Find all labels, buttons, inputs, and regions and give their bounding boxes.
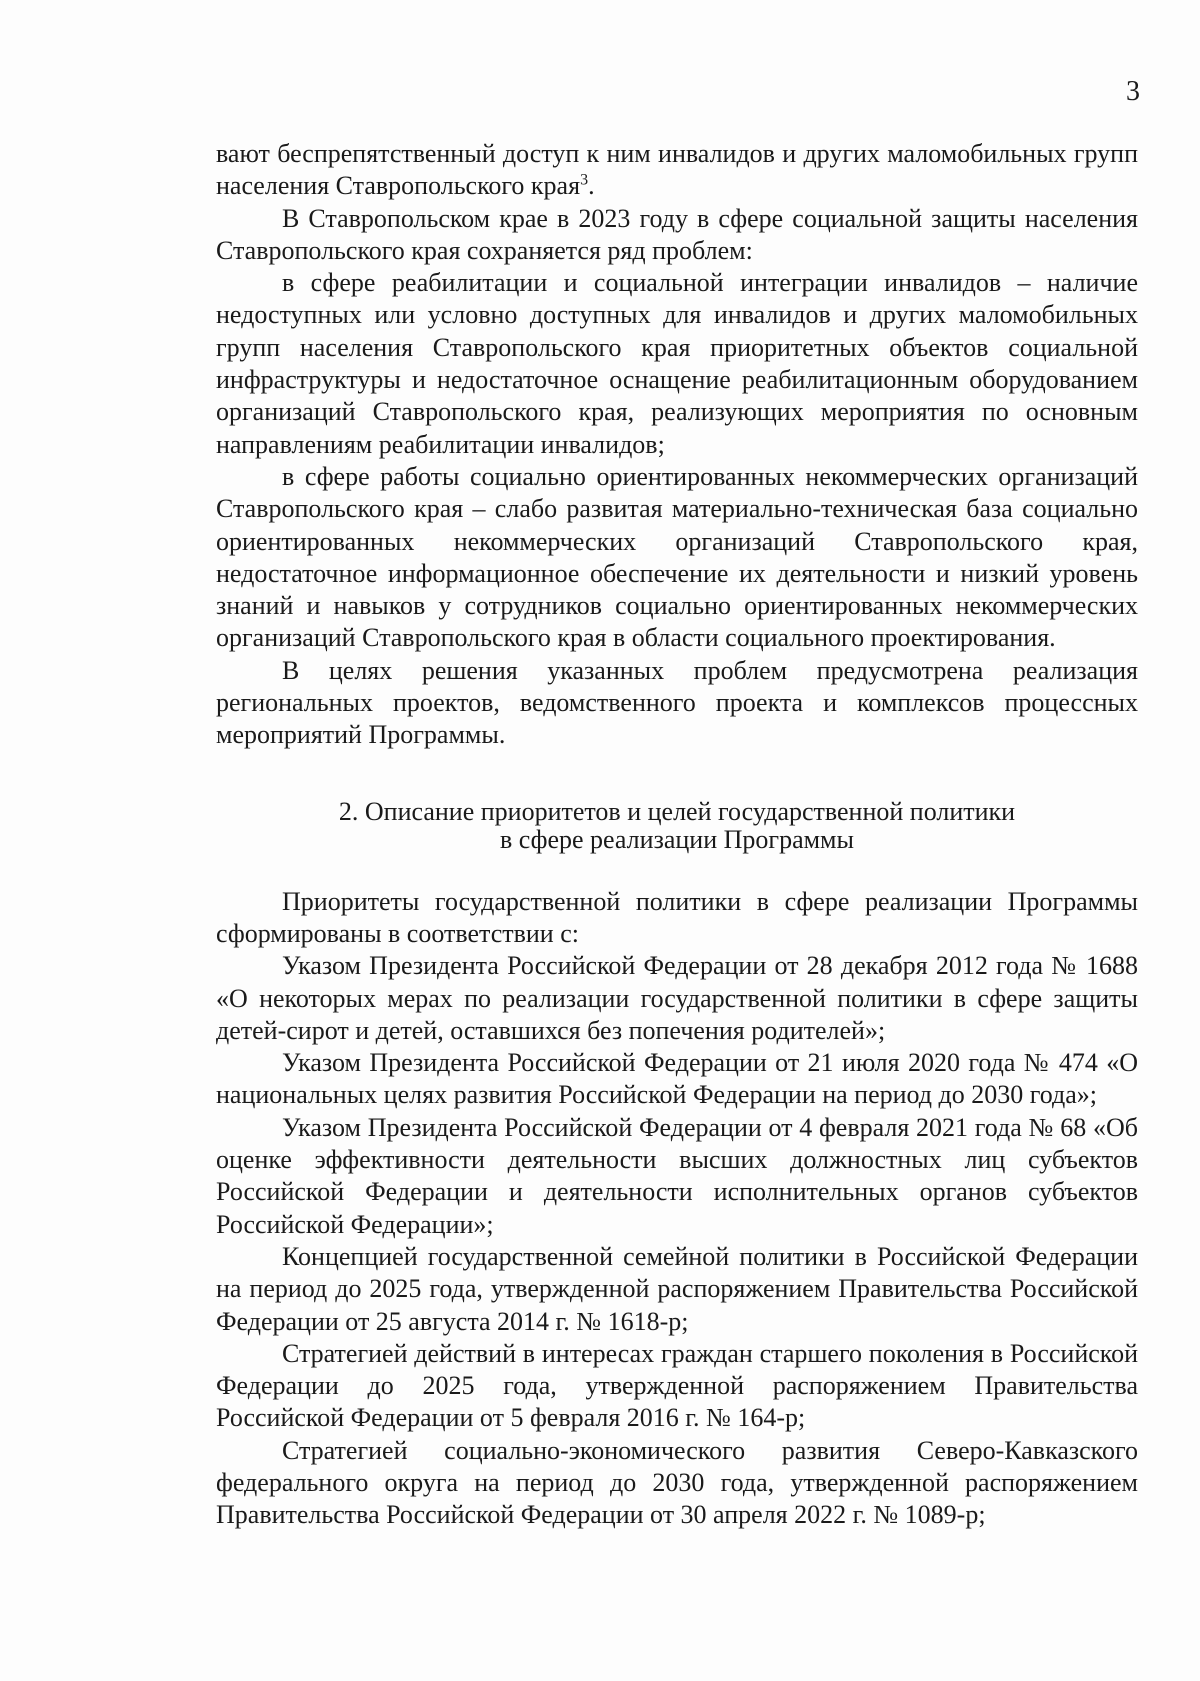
footnote-reference: 3 bbox=[580, 171, 589, 189]
document-body bbox=[216, 138, 1138, 1532]
paragraph-solutions: В целях решения указанных проблем предусмотрена реализация региональных проектов, ведомственного проекта и комплексов процессных мероприятий Программы. bbox=[216, 655, 1138, 750]
section-heading-line-1: 2. Описание приоритетов и целей государственной политики bbox=[338, 796, 1016, 826]
paragraph-text: вают беспрепятственный доступ к ним инвалидов и других маломобильных групп населения Ставропольского края bbox=[216, 139, 1138, 201]
paragraph-end-punctuation: . bbox=[588, 171, 595, 201]
page-number: 3 bbox=[1126, 76, 1140, 107]
paragraph-decree-68: Указом Президента Российской Федерации от 4 февраля 2021 года № 68 «Об оценке эффективности деятельности высших должностных лиц субъектов Российской Федерации и деятельности исполнительных органов субъектов Российской Федерации»; bbox=[216, 1112, 1138, 1239]
paragraph-decree-474: Указом Президента Российской Федерации от 21 июля 2020 года № 474 «О национальных целях развития Российской Федерации на период до 2030 года»; bbox=[216, 1048, 1138, 1110]
paragraph-north-caucasus-strategy: Стратегией социально-экономического развития Северо-Кавказского федерального округа на период до 2030 года, утвержденной распоряжением Правительства Российской Федерации от 30 апреля 2022 г. № 1089-р; bbox=[216, 1435, 1138, 1530]
paragraph-accessibility-continuation bbox=[216, 138, 1138, 203]
paragraph-nco-problems: в сфере работы социально ориентированных некоммерческих организаций Ставропольского края – слабо развитая материально-техническая база социально ориентированных некоммерческих организаций Ставропольского края, недостаточное информационное обеспечение их деятельности и низкий уровень знаний и навыков у сотрудников социально ориентированных некоммерческих организаций Ставропольского края в области социального проектирования. bbox=[216, 461, 1138, 653]
section-heading bbox=[216, 798, 1138, 854]
paragraph-rehabilitation-problems: в сфере реабилитации и социальной интеграции инвалидов – наличие недоступных или условно доступных для инвалидов и других маломобильных групп населения Ставропольского края приоритетных объектов социальной инфраструктуры и недостаточное оснащение реабилитационным оборудованием организаций Ставропольского края, реализующих мероприятия по основным направлениям реабилитации инвалидов; bbox=[216, 268, 1138, 459]
paragraph-problems-intro: В Ставропольском крае в 2023 году в сфере социальной защиты населения Ставропольского края сохраняется ряд проблем: bbox=[216, 203, 1138, 265]
paragraph-priorities-intro: Приоритеты государственной политики в сфере реализации Программы сформированы в соответствии с: bbox=[216, 886, 1138, 948]
section-heading-line-2: в сфере реализации Программы bbox=[500, 824, 854, 854]
paragraph-senior-strategy: Стратегией действий в интересах граждан старшего поколения в Российской Федерации до 2025 года, утвержденной распоряжением Правительства Российской Федерации от 5 февраля 2016 г. № 164-р; bbox=[216, 1338, 1138, 1433]
paragraph-decree-1688: Указом Президента Российской Федерации от 28 декабря 2012 года № 1688 «О некоторых мерах по реализации государственной политики в сфере защиты детей-сирот и детей, оставшихся без попечения родителей»; bbox=[216, 951, 1138, 1045]
paragraph-family-policy-concept: Концепцией государственной семейной политики в Российской Федерации на период до 2025 года, утвержденной распоряжением Правительства Российской Федерации от 25 августа 2014 г. № 1618-р; bbox=[216, 1241, 1138, 1336]
